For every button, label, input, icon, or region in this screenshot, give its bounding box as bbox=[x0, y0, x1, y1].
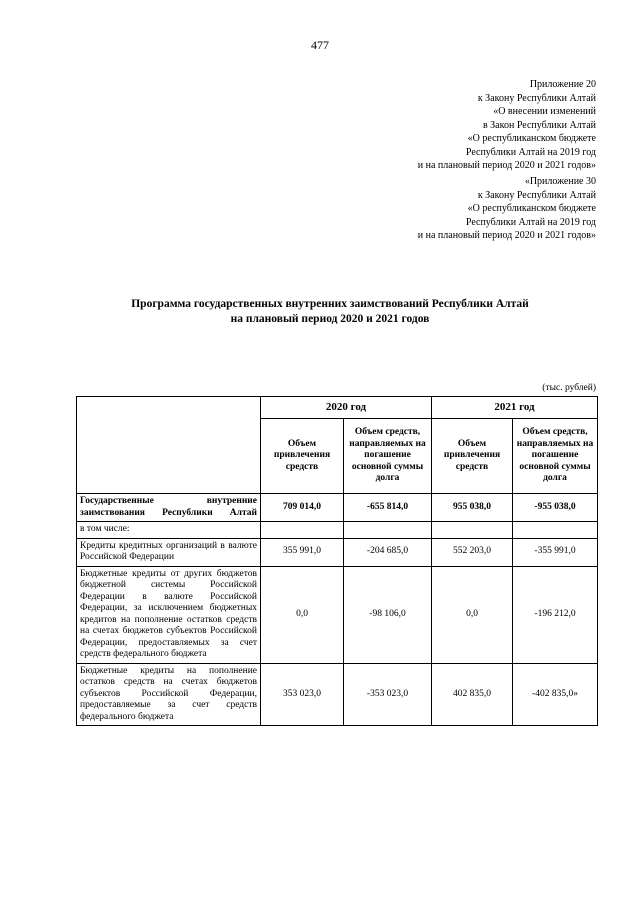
header-raise-2020: Объем привлечения средств bbox=[261, 419, 344, 494]
value-2021-repay: -196 212,0 bbox=[513, 566, 598, 663]
appendix-line: в Закон Республики Алтай bbox=[482, 119, 596, 131]
value-2020-repay: -98 106,0 bbox=[344, 566, 432, 663]
header-raise-2021: Объем привлечения средств bbox=[432, 419, 513, 494]
appendix-current-block bbox=[418, 78, 596, 173]
value-2020-raise: 709 014,0 bbox=[261, 494, 344, 522]
document-title bbox=[60, 297, 600, 327]
header-repay-2021: Объем средств, направляемых на погашение основной суммы долга bbox=[513, 419, 598, 494]
value-2020-repay: -655 814,0 bbox=[344, 494, 432, 522]
empty-cell bbox=[513, 522, 598, 539]
appendix-line: «О республиканском бюджете bbox=[467, 203, 596, 214]
appendix-line: и на плановый период 2020 и 2021 годов» bbox=[417, 160, 596, 171]
appendix-line: и на плановый период 2020 и 2021 годов» bbox=[417, 230, 596, 241]
table-header-row bbox=[77, 397, 598, 419]
value-2021-repay: -355 991,0 bbox=[513, 538, 598, 566]
appendix-line: к Закону Республики Алтай bbox=[477, 92, 596, 104]
value-2020-repay: -353 023,0 bbox=[344, 663, 432, 726]
row-name: Государственные внутренние заимствования Республики Алтай bbox=[77, 494, 261, 522]
appendix-line: «О внесении изменений bbox=[493, 106, 596, 117]
value-2020-raise: 0,0 bbox=[261, 566, 344, 663]
appendix-line: Республики Алтай на 2019 год bbox=[465, 146, 596, 158]
appendix-line: Республики Алтай на 2019 год bbox=[465, 216, 596, 228]
header-year-2020: 2020 год bbox=[261, 397, 432, 419]
empty-cell bbox=[432, 522, 513, 539]
appendix-line: к Закону Республики Алтай bbox=[477, 189, 596, 201]
header-empty-cell bbox=[77, 397, 261, 494]
empty-cell bbox=[261, 522, 344, 539]
table-row-bank-credits bbox=[77, 538, 598, 566]
value-2021-raise: 402 835,0 bbox=[432, 663, 513, 726]
value-2021-raise: 0,0 bbox=[432, 566, 513, 663]
header-year-2021: 2021 год bbox=[432, 397, 598, 419]
table-row-budget-credits bbox=[77, 566, 598, 663]
value-2020-raise: 355 991,0 bbox=[261, 538, 344, 566]
table-row-balance-credits bbox=[77, 663, 598, 726]
appendix-line: «Приложение 30 bbox=[524, 176, 596, 187]
table-row-including bbox=[77, 522, 598, 539]
value-2021-raise: 552 203,0 bbox=[432, 538, 513, 566]
row-name: Кредиты кредитных организаций в валюте Российской Федерации bbox=[77, 538, 261, 566]
units-label: (тыс. рублей) bbox=[542, 383, 596, 393]
value-2020-raise: 353 023,0 bbox=[261, 663, 344, 726]
value-2021-repay: -955 038,0 bbox=[513, 494, 598, 522]
row-name: Бюджетные кредиты от других бюджетов бюджетной системы Российской Федерации в валюте Российской Федерации, за исключением бюджетных кредитов на пополнение остатков средств на счетах бюджетов субъектов Российской Федерации, предоставляемых за счет средств федерального бюджета bbox=[77, 566, 261, 663]
empty-cell bbox=[344, 522, 432, 539]
table-row-total bbox=[77, 494, 598, 522]
row-name: Бюджетные кредиты на пополнение остатков средств на счетах бюджетов субъектов Российской Федерации, предоставляемые за счет средств федерального бюджета bbox=[77, 663, 261, 726]
borrowing-program-table bbox=[76, 396, 598, 726]
page-number: 477 bbox=[311, 38, 329, 52]
appendix-original-block bbox=[418, 175, 596, 243]
header-repay-2020: Объем средств, направляемых на погашение основной суммы долга bbox=[344, 419, 432, 494]
row-name: в том числе: bbox=[77, 522, 261, 539]
value-2020-repay: -204 685,0 bbox=[344, 538, 432, 566]
title-line-1: Программа государственных внутренних заимствований Республики Алтай bbox=[131, 298, 529, 310]
value-2021-raise: 955 038,0 bbox=[432, 494, 513, 522]
appendix-line: «О республиканском бюджете bbox=[467, 133, 596, 144]
value-2021-repay: -402 835,0» bbox=[513, 663, 598, 726]
appendix-line: Приложение 20 bbox=[529, 79, 596, 90]
title-line-2: на плановый период 2020 и 2021 годов bbox=[230, 313, 430, 325]
